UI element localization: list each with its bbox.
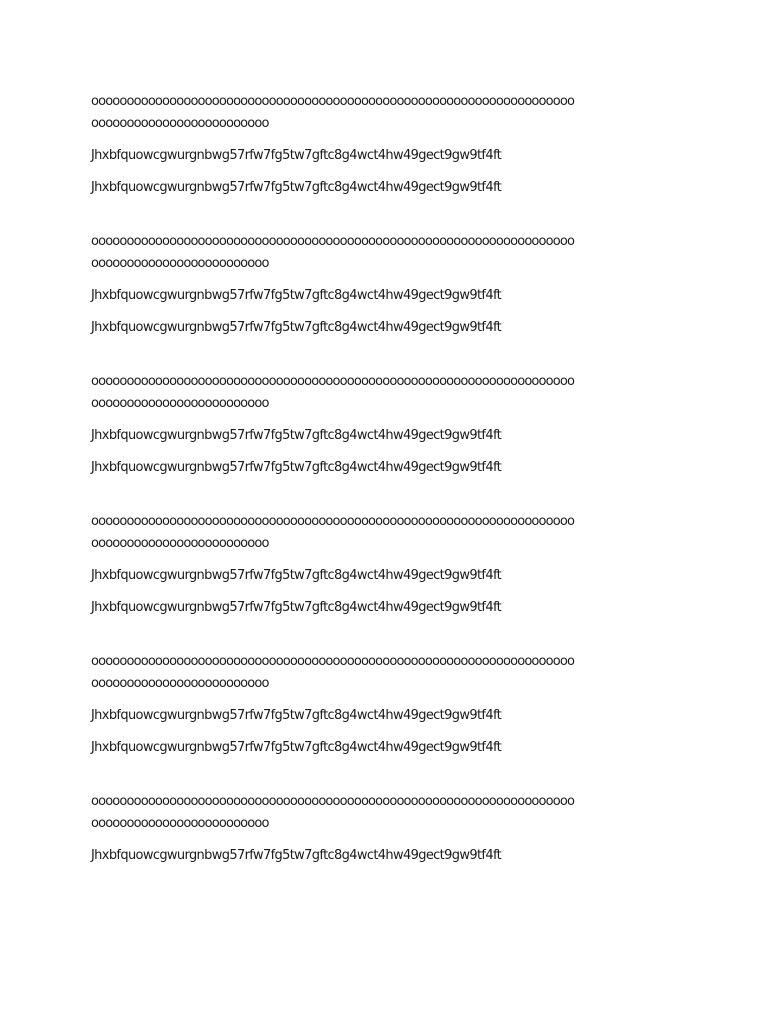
text-block — [91, 91, 691, 199]
code-line: Jhxbfquowcgwurgnbwg57rfw7fg5tw7gftc8g4wct4hw49gect9gw9tf4ft — [91, 320, 502, 335]
o-line: ooooooooooooooooooooooooo — [91, 256, 269, 271]
text-block — [91, 651, 691, 759]
o-line: ooooooooooooooooooooooooo — [91, 116, 269, 131]
code-line: Jhxbfquowcgwurgnbwg57rfw7fg5tw7gftc8g4wct4hw49gect9gw9tf4ft — [91, 568, 502, 583]
code-line: Jhxbfquowcgwurgnbwg57rfw7fg5tw7gftc8g4wct4hw49gect9gw9tf4ft — [91, 428, 502, 443]
code-line: Jhxbfquowcgwurgnbwg57rfw7fg5tw7gftc8g4wct4hw49gect9gw9tf4ft — [91, 600, 502, 615]
document-body — [91, 91, 691, 867]
text-block — [91, 231, 691, 339]
text-block — [91, 791, 691, 867]
o-line: ooooooooooooooooooooooooo — [91, 396, 269, 411]
o-line: ooooooooooooooooooooooooo — [91, 816, 269, 831]
o-line: ooooooooooooooooooooooooo — [91, 536, 269, 551]
code-line: Jhxbfquowcgwurgnbwg57rfw7fg5tw7gftc8g4wct4hw49gect9gw9tf4ft — [91, 148, 502, 163]
o-line: oooooooooooooooooooooooooooooooooooooooooooooooooooooooooooooooooooo — [91, 234, 575, 249]
code-line: Jhxbfquowcgwurgnbwg57rfw7fg5tw7gftc8g4wct4hw49gect9gw9tf4ft — [91, 180, 502, 195]
code-line: Jhxbfquowcgwurgnbwg57rfw7fg5tw7gftc8g4wct4hw49gect9gw9tf4ft — [91, 288, 502, 303]
o-line: oooooooooooooooooooooooooooooooooooooooooooooooooooooooooooooooooooo — [91, 514, 575, 529]
o-line: oooooooooooooooooooooooooooooooooooooooooooooooooooooooooooooooooooo — [91, 794, 575, 809]
text-block — [91, 371, 691, 479]
code-line: Jhxbfquowcgwurgnbwg57rfw7fg5tw7gftc8g4wct4hw49gect9gw9tf4ft — [91, 740, 502, 755]
o-line: oooooooooooooooooooooooooooooooooooooooooooooooooooooooooooooooooooo — [91, 654, 575, 669]
o-line: oooooooooooooooooooooooooooooooooooooooooooooooooooooooooooooooooooo — [91, 94, 575, 109]
code-line: Jhxbfquowcgwurgnbwg57rfw7fg5tw7gftc8g4wct4hw49gect9gw9tf4ft — [91, 460, 502, 475]
o-line: ooooooooooooooooooooooooo — [91, 676, 269, 691]
text-block — [91, 511, 691, 619]
code-line: Jhxbfquowcgwurgnbwg57rfw7fg5tw7gftc8g4wct4hw49gect9gw9tf4ft — [91, 708, 502, 723]
o-line: oooooooooooooooooooooooooooooooooooooooooooooooooooooooooooooooooooo — [91, 374, 575, 389]
code-line: Jhxbfquowcgwurgnbwg57rfw7fg5tw7gftc8g4wct4hw49gect9gw9tf4ft — [91, 848, 502, 863]
